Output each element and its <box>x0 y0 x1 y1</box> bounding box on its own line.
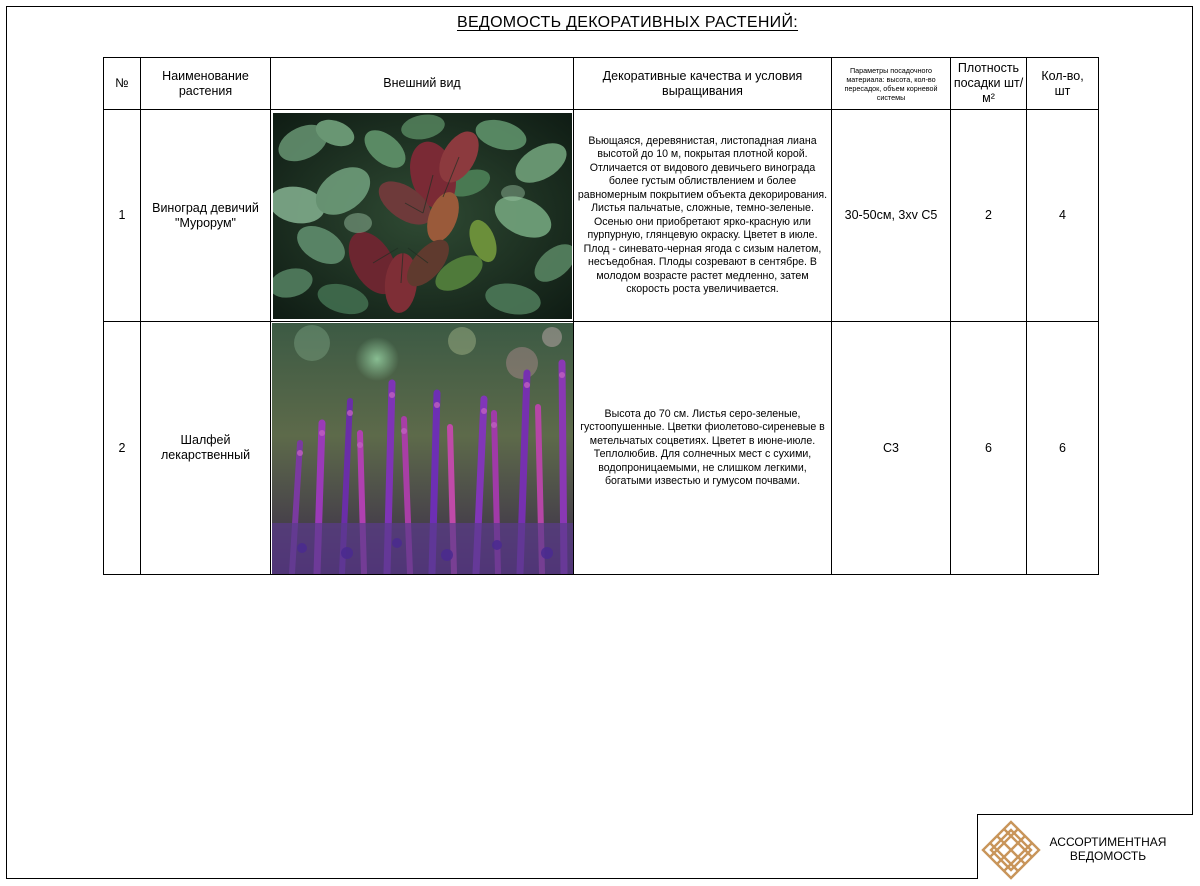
lattice-diamond-logo <box>980 819 1042 881</box>
table-row <box>104 110 1099 322</box>
header-count: Кол-во, шт <box>1027 58 1099 110</box>
table-row <box>104 322 1099 575</box>
row-num: 2 <box>104 322 141 575</box>
header-qualities: Декоративные качества и условия выращивания <box>574 58 832 110</box>
plants-table <box>103 57 1099 575</box>
row-qualities: Высота до 70 см. Листья серо-зеленые, густоопушенные. Цветки фиолетово-сиреневые в метельчатых соцветиях. Цветет в июне-июле. Теплолюбив. Для солнечных мест с сухими, водопроницаемыми, не слишком легкими, богатыми известью и гумусом почвами. <box>574 322 832 575</box>
row-qualities: Вьющаяся, деревянистая, листопадная лиана высотой до 10 м, покрытая плотной корой. Отличается от видового девичьего винограда более густым облиствлением и более равномерным покрытием объекта декорирования. Листья пальчатые, сложные, темно-зеленые. Осенью они приобретают ярко-красную или пурпурную, глянцевую окраску. Цветет в июле. Плод - синевато-черная ягода с сизым налетом, несъедобная. Плоды созревают в сентябре. В молодом возрасте растет медленно, затем скорость роста увеличивается. <box>574 110 832 322</box>
row-photo-cell <box>271 322 574 575</box>
stamp-label: АССОРТИМЕНТНАЯ ВЕДОМОСТЬ <box>1049 835 1167 863</box>
sage-flowers-photo <box>272 323 573 574</box>
header-num: № <box>104 58 141 110</box>
header-density: Плотность посадки шт/м² <box>951 58 1027 110</box>
table-header-row <box>104 58 1099 110</box>
row-name: Шалфей лекарственный <box>141 322 271 575</box>
row-name: Виноград девичий "Мурорум" <box>141 110 271 322</box>
row-count: 4 <box>1027 110 1099 322</box>
row-density: 2 <box>951 110 1027 322</box>
title-block-stamp <box>977 814 1193 879</box>
row-photo-cell <box>271 110 574 322</box>
row-num: 1 <box>104 110 141 322</box>
page-title: ВЕДОМОСТЬ ДЕКОРАТИВНЫХ РАСТЕНИЙ: <box>456 14 799 31</box>
header-params: Параметры посадочного материала: высота, кол-во пересадок, объем корневой системы <box>832 58 951 110</box>
row-params: 30-50см, 3хv С5 <box>832 110 951 322</box>
row-count: 6 <box>1027 322 1099 575</box>
row-params: С3 <box>832 322 951 575</box>
row-density: 6 <box>951 322 1027 575</box>
header-appearance: Внешний вид <box>271 58 574 110</box>
header-name: Наименование растения <box>141 58 271 110</box>
wild-grape-leaves-photo <box>273 113 572 319</box>
